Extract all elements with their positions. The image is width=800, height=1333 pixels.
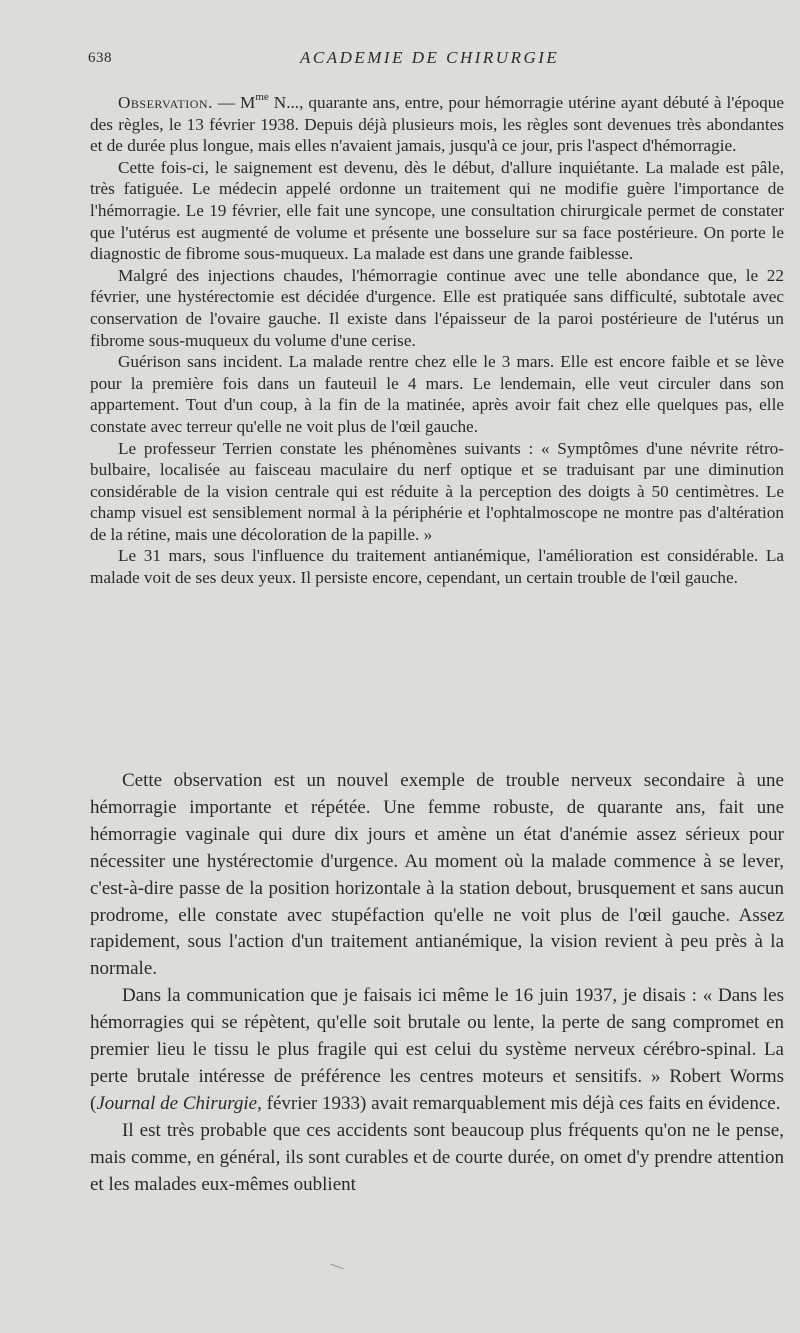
observation-paragraph-4: Guérison sans incident. La malade rentre chez elle le 3 mars. Elle est encore faible et se lève pour la première fois dans un fauteuil le 4 mars. Le lendemain, elle veut circuler dans son appartement. Tout d'un coup, à la fin de la matinée, après avoir fait chez elle quelques pas, elle constate avec terreur qu'elle ne voit plus de l'œil gauche. bbox=[90, 352, 784, 436]
page-header bbox=[88, 48, 784, 70]
journal-title: Journal de Chirurgie bbox=[96, 1092, 258, 1114]
observation-paragraph-1 bbox=[90, 92, 784, 157]
discussion-paragraph-3: Il est très probable que ces accidents sont beaucoup plus fréquents qu'on ne le pense, mais comme, en général, ils sont curables et de courte durée, on omet d'y prendre attention et les malades eux-mêmes oublient bbox=[90, 1119, 784, 1195]
observation-p1-superscript: me bbox=[255, 91, 269, 104]
observation-lead: Observation. bbox=[118, 93, 213, 112]
running-title: ACADEMIE DE CHIRURGIE bbox=[300, 48, 560, 67]
observation-p1-part-a: — M bbox=[212, 93, 256, 112]
discussion-p2-part-a: Dans la communication que je faisais ici même le 16 juin 1937, je disais : « Dans les hémorragies qui se répètent, qu'elle soit brutale ou lente, la perte de sang compromet en premier lieu le tissu le plus fragile qui est celui du système nerveux cérébro-spinal. La perte brutale intéresse de préférence les centres moteurs et sensitifs. » Robert Worms ( bbox=[90, 985, 784, 1114]
discussion-paragraph-1: Cette observation est un nouvel exemple de trouble nerveux secondaire à une hémorragie importante et répétée. Une femme robuste, de quarante ans, fait une hémorragie vaginale qui dure dix jours et amène un état d'anémie assez sérieux pour nécessiter une hystérectomie d'urgence. Au moment où la malade commence à se lever, c'est-à-dire passe de la position horizontale à la station debout, brusquement et sans aucun prodrome, elle constate avec stupéfaction qu'elle ne voit plus de l'œil gauche. Assez rapidement, sous l'action d'un traitement antianémique, la vision revient à peu près à la normale. bbox=[90, 770, 784, 980]
observation-paragraph-6: Le 31 mars, sous l'influence du traitement antianémique, l'amélioration est considérable. La malade voit de ses deux yeux. Il persiste encore, cependant, un certain trouble de l'œil gauche. bbox=[90, 546, 784, 588]
discussion-p2-part-b: , février 1933) avait remarquablement mis déjà ces faits en évidence. bbox=[257, 1092, 781, 1114]
observation-section bbox=[90, 92, 784, 589]
observation-paragraph-3: Malgré des injections chaudes, l'hémorragie continue avec une telle abondance que, le 22 février, une hystérectomie est décidée d'urgence. Elle est pratiquée sans difficulté, subtotale avec conservation de l'ovaire gauche. Il existe dans l'épaisseur de la paroi postérieure de l'utérus un fibrome sous-muqueux du volume d'une cerise. bbox=[90, 265, 784, 350]
discussion-paragraph-2 bbox=[90, 983, 784, 1118]
observation-paragraph-5: Le professeur Terrien constate les phénomènes suivants : « Symptômes d'une névrite rétro-bulbaire, localisée au faisceau maculaire du nerf optique et se traduisant par une diminution considérable de la vision centrale qui est réduite à la perception des doigts à 50 centimètres. Le champ visuel est sensiblement normal à la périphérie et l'ophtalmoscope ne montre pas d'altération de la rétine, mais une décoloration de la papille. » bbox=[90, 438, 784, 544]
observation-p1-part-b: N..., quarante ans, entre, pour hémorragie utérine ayant débuté à l'époque des règles, le 13 février 1938. Depuis déjà plusieurs mois, les règles sont devenues très abondantes et de durée plus longue, mais elles n'avaient jamais, jusqu'à ce jour, pris l'aspect d'hémorragie. bbox=[90, 93, 784, 156]
discussion-section bbox=[90, 768, 784, 1199]
page-number: 638 bbox=[88, 50, 112, 66]
page-smudge-mark bbox=[330, 1264, 343, 1270]
observation-paragraph-2: Cette fois-ci, le saignement est devenu, dès le début, d'allure inquiétante. La malade est pâle, très fatiguée. Le médecin appelé ordonne un traitement qui ne modifie guère l'importance de l'hémorragie. Le 19 février, elle fait une syncope, une consultation chirurgicale permet de constater que l'utérus est augmenté de volume et présente une bosselure sur sa face postérieure. On porte le diagnostic de fibrome sous-muqueux. La malade est dans une grande faiblesse. bbox=[90, 157, 784, 264]
